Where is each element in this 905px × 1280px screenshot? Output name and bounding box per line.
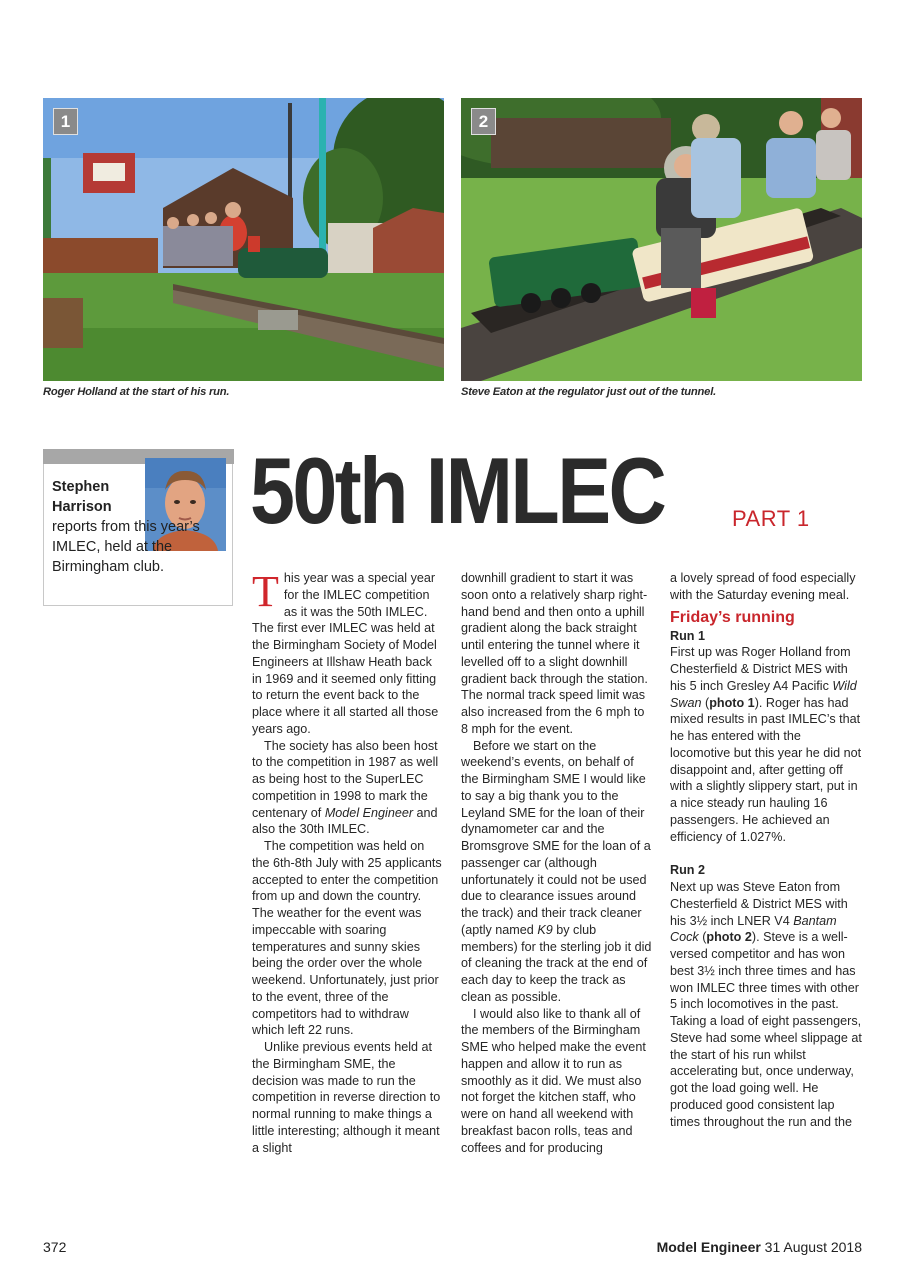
photo-reference: photo 2 — [706, 930, 752, 945]
paragraph — [461, 738, 653, 1006]
paragraph-text: his year was a special year for the IMLEC competition as it was the 50th IMLEC. The first ever IMLEC was held at the Birmingham Society of Model Engineers at Illshaw Heath back in 1969 and it seemed only fitting to return the event back to the place where it all started all those years ago. — [252, 571, 439, 736]
page-number: 372 — [43, 1239, 67, 1255]
spacer — [670, 845, 862, 862]
author-blurb: reports from this year’s IMLEC, held at the Birmingham club. — [52, 519, 200, 575]
paragraph: downhill gradient to start it was soon onto a relatively sharp right-hand bend and then onto a uphill gradient along the back straight until entering the tunnel where it levelled off to a slight downhill gradient back through the station. The normal track speed limit was also increased from the 6 mph to 8 mph for the event. — [461, 571, 648, 736]
paragraph — [670, 644, 862, 845]
paragraph-text: ( — [698, 930, 707, 945]
paragraph: Unlike previous events held at the Birmingham SME, the decision was made to run the competition in reverse direction to normal running to make things a little interesting; although it meant a slight — [252, 1040, 441, 1155]
photo-roger-holland — [43, 98, 444, 381]
locomotive-name: Bantam Cock — [670, 913, 837, 945]
photo-2-image — [461, 98, 862, 381]
photo-2-caption: Steve Eaton at the regulator just out of the tunnel. — [461, 386, 717, 398]
paragraph-text: First up was Roger Holland from Chesterfield & District MES with his 5 inch Gresley A4 Pacific — [670, 645, 851, 693]
paragraph-text: Before we start on the weekend’s events, on behalf of the Birmingham SME I would like to say a big thank you to the Leyland SME for the loan of their dynamometer car and the Bromsgrove SME for the loan of a passenger car (although unfortunately it could not be used due to clearance issues around the track) and their track cleaner (aptly named — [461, 738, 651, 937]
paragraph-text: and also the 30th IMLEC. — [252, 805, 438, 837]
section-heading: Friday’s running — [670, 608, 795, 626]
paragraph-text: by club members) for the sterling job it did of cleaning the track at the end of each day to keep the track as clean as possible. — [461, 922, 652, 1004]
paragraph-text: The society has also been host to the competition in 1987 as well as being host to the SuperLEC competition in 1998 to mark the centenary of — [252, 738, 439, 820]
run-heading: Run 2 — [670, 863, 705, 878]
photo-1-image — [43, 98, 444, 381]
paragraph: I would also like to thank all of the members of the Birmingham SME who helped make the event happen and allow it to run as smoothly as it did. We must also not forget the kitchen staff, who were on hand all weekend with breakfast bacon rolls, teas and coffees and for producing — [461, 1006, 646, 1155]
article-part: PART 1 — [732, 506, 810, 531]
run-heading: Run 1 — [670, 628, 705, 643]
magazine-footer — [657, 1239, 862, 1255]
body-column-2 — [461, 570, 653, 1156]
paragraph — [252, 738, 444, 839]
paragraph-text: ). Roger has had mixed results in past IMLEC’s that he has entered with the locomotive but this year he did not disappoint and, after getting off with a slightly slippery start, put in a nice steady run hauling 16 passengers. He achieved an efficiency of 1.027%. — [670, 695, 862, 844]
paragraph: a lovely spread of food especially with the Saturday evening meal. — [670, 571, 856, 602]
magazine-name: Model Engineer — [656, 1239, 761, 1255]
drop-cap: T — [252, 567, 279, 616]
photo-1-caption: Roger Holland at the start of his run. — [43, 386, 230, 398]
article-title: 50th IMLEC — [250, 438, 665, 543]
paragraph: The competition was held on the 6th-8th July with 25 applicants accepted to enter the competition from up and down the country. The weather for the event was impeccable with soaring temperatures and sunny skies being the order over the whole weekend. Unfortunately, just prior to the event, three of the competitors had to withdraw which left 22 runs. — [252, 839, 442, 1038]
paragraph — [670, 879, 862, 1130]
body-column-3 — [670, 570, 862, 1130]
paragraph-text: Next up was Steve Eaton from Chesterfield & District MES with his 3½ inch LNER V4 — [670, 880, 848, 928]
locomotive-name: Wild Swan — [670, 678, 857, 710]
photo-number-badge: 2 — [471, 108, 496, 135]
author-box — [43, 449, 233, 606]
magazine-name: Model Engineer — [324, 805, 414, 820]
paragraph-text: ( — [701, 695, 710, 710]
photo-steve-eaton — [461, 98, 862, 381]
author-name: Stephen Harrison — [52, 479, 112, 515]
cleaner-name: K9 — [537, 922, 553, 937]
paragraph-text: ). Steve is a well-versed competitor and has won best 3½ inch three times and has won IMLEC three times with other 5 inch locomotives in the past. Taking a load of eight passengers, Steve had some wheel slippage at the start of his run whilst accelerating but, once underway, got the load going well. He produced good consistent lap times throughout the run and the — [670, 930, 862, 1129]
photo-number-badge: 1 — [53, 108, 78, 135]
issue-date: 31 August 2018 — [760, 1239, 862, 1255]
author-text — [52, 477, 227, 577]
paragraph — [252, 567, 444, 738]
photo-reference: photo 1 — [709, 695, 755, 710]
body-column-1 — [252, 567, 444, 1156]
